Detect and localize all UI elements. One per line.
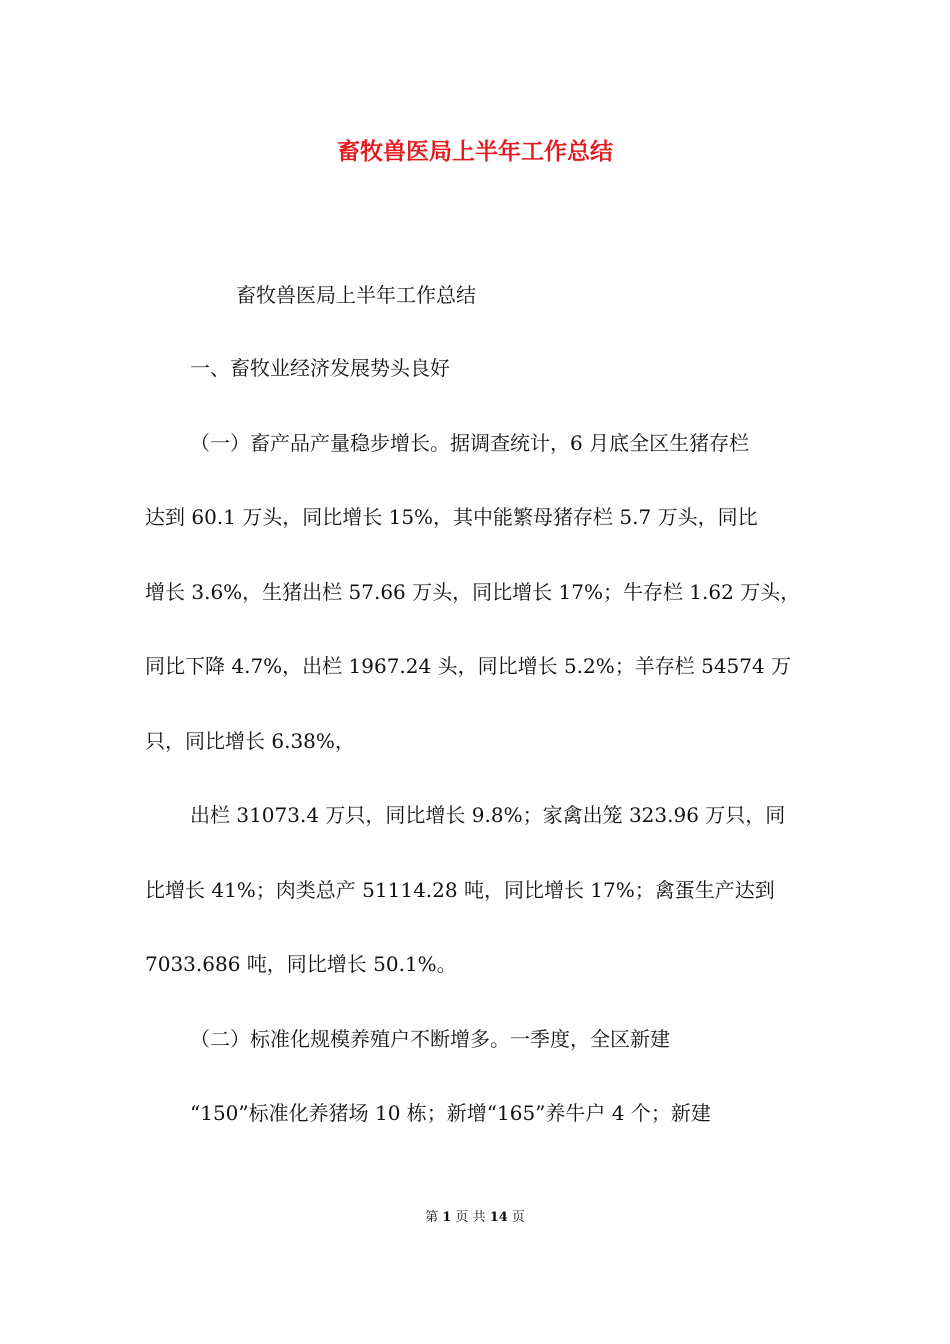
paragraph-line: “150”标准化养猪场 10 栋；新增“165”养牛户 4 个；新建 (190, 1101, 711, 1125)
paragraph-line: 增长 3.6%，生猪出栏 57.66 万头，同比增长 17%；牛存栏 1.62 万头， (145, 580, 801, 604)
section-heading-1: 一、畜牧业经济发展势头良好 (190, 356, 450, 380)
footer-page-number: 1 (442, 1210, 452, 1225)
paragraph-line: （一）畜产品产量稳步增长。据调查统计，6 月底全区生猪存栏 (190, 431, 750, 455)
footer-suffix: 页 (511, 1210, 525, 1225)
paragraph-line: 达到 60.1 万头，同比增长 15%，其中能繁母猪存栏 5.7 万头，同比 (145, 505, 758, 529)
footer-total-pages: 14 (489, 1210, 508, 1225)
paragraph-line: 出栏 31073.4 万只，同比增长 9.8%；家禽出笼 323.96 万只，同 (190, 803, 786, 827)
paragraph-line: 7033.686 吨，同比增长 50.1%。 (145, 952, 457, 976)
document-title: 畜牧兽医局上半年工作总结 (337, 138, 613, 165)
paragraph-line: 比增长 41%；肉类总产 51114.28 吨，同比增长 17%；禽蛋生产达到 (145, 878, 775, 902)
page-footer (0, 1209, 950, 1227)
body-subtitle: 畜牧兽医局上半年工作总结 (236, 283, 476, 307)
footer-prefix: 第 (425, 1210, 439, 1225)
footer-middle: 页 共 (455, 1210, 486, 1225)
paragraph-line: （二）标准化规模养殖户不断增多。一季度，全区新建 (190, 1027, 670, 1051)
paragraph-line: 同比下降 4.7%，出栏 1967.24 头，同比增长 5.2%；羊存栏 54574 万 (145, 654, 792, 678)
paragraph-line: 只，同比增长 6.38%， (145, 729, 355, 753)
